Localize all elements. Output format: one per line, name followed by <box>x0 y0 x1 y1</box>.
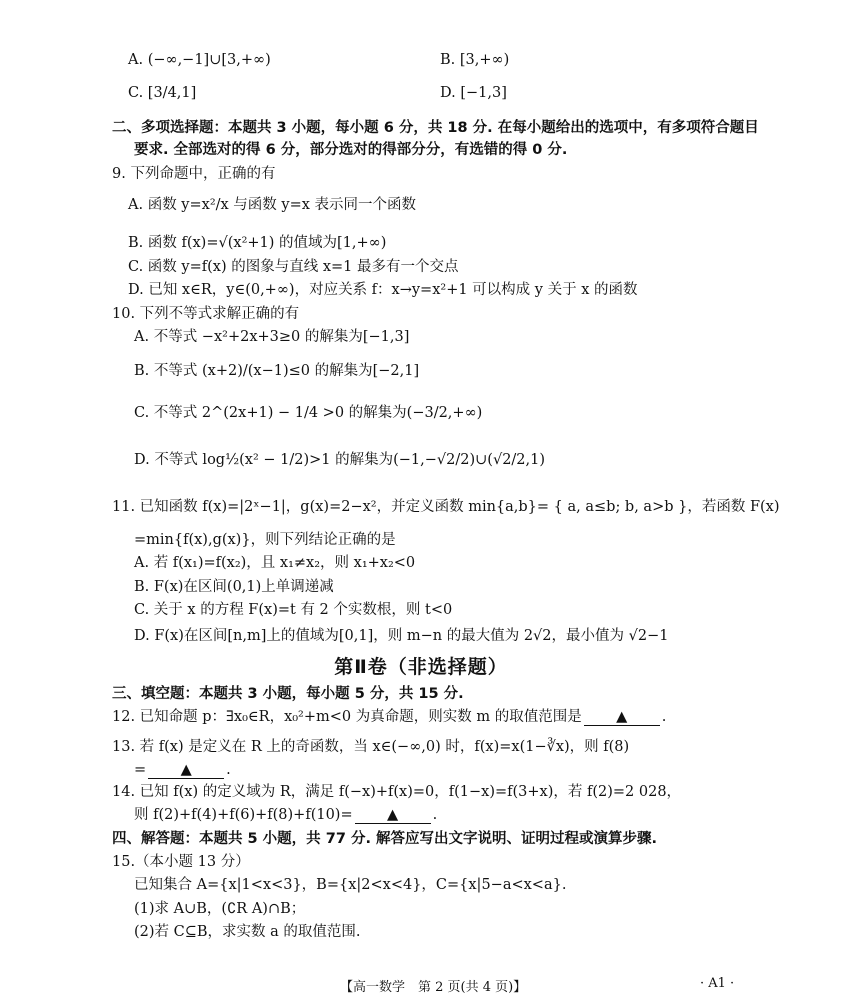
q9-option-b: B. 函数 f(x)=√(x²+1) 的值域为[1,+∞) <box>128 235 387 251</box>
q8-option-a: A. (−∞,−1]∪[3,+∞) <box>128 52 271 68</box>
section-3-heading: 三、填空题：本题共 3 小题，每小题 5 分，共 15 分. <box>112 686 464 702</box>
q10-option-a: A. 不等式 −x²+2x+3≥0 的解集为[−1,3] <box>134 329 410 345</box>
q14-text: 则 f(2)+f(4)+f(6)+f(8)+f(10)= <box>134 807 353 823</box>
q10-option-c: C. 不等式 2^(2x+1) − 1/4 >0 的解集为(−3/2,+∞) <box>134 405 483 421</box>
q9-option-d: D. 已知 x∈R，y∈(0,+∞)，对应关系 f：x→y=x²+1 可以构成 y 关于 x 的函数 <box>128 282 638 298</box>
q8-option-b: B. [3,+∞) <box>440 52 510 68</box>
q15-stem: 15.（本小题 13 分） <box>112 854 250 870</box>
q8-option-d: D. [−1,3] <box>440 85 507 101</box>
section-title: 第Ⅱ卷（非选择题） <box>334 656 508 678</box>
q9-option-c: C. 函数 y=f(x) 的图象与直线 x=1 最多有一个交点 <box>128 259 459 275</box>
q11-option-b: B. F(x)在区间(0,1)上单调递减 <box>134 579 334 595</box>
q13-answer-blank <box>148 762 224 779</box>
section-4-heading: 四、解答题：本题共 5 小题，共 77 分. 解答应写出文字说明、证明过程或演算步骤. <box>112 831 658 847</box>
q13-stem: 13. 若 f(x) 是定义在 R 上的奇函数，当 x∈(−∞,0) 时，f(x)=x(1−∛x)，则 f(8) <box>112 739 630 755</box>
q14-stem-cont <box>134 805 437 825</box>
q10-stem: 10. 下列不等式求解正确的有 <box>112 306 300 322</box>
q14-answer-blank <box>355 807 431 824</box>
q10-option-d: D. 不等式 log½(x² − 1/2)>1 的解集为(−1,−√2/2)∪(√2/2,1) <box>134 452 546 468</box>
section-2-heading-cont: 要求. 全部选对的得 6 分，部分选对的得部分分，有选错的得 0 分. <box>134 142 568 158</box>
q15-sets: 已知集合 A={x|1<x<3}，B={x|2<x<4}，C={x|5−a<x<a}. <box>134 877 567 893</box>
q13-stem-cont <box>134 760 231 780</box>
q8-option-c: C. [3/4,1] <box>128 85 197 101</box>
q11-stem-cont: =min{f(x),g(x)}，则下列结论正确的是 <box>134 532 396 548</box>
q11-option-c: C. 关于 x 的方程 F(x)=t 有 2 个实数根，则 t<0 <box>134 602 453 618</box>
page-footer: 【高一数学 第 2 页(共 4 页)】 <box>340 980 527 995</box>
section-2-heading: 二、多项选择题：本题共 3 小题，每小题 6 分，共 18 分. 在每小题给出的选项中，有多项符合题目 <box>112 120 759 136</box>
q11-option-a: A. 若 f(x₁)=f(x₂)，且 x₁≠x₂，则 x₁+x₂<0 <box>134 555 416 571</box>
q15-part-2: (2)若 C⊆B，求实数 a 的取值范围. <box>134 924 361 940</box>
q10-option-b: B. 不等式 (x+2)/(x−1)≤0 的解集为[−2,1] <box>134 363 420 379</box>
q14-stem: 14. 已知 f(x) 的定义域为 R，满足 f(−x)+f(x)=0，f(1−x)=f(3+x)，若 f(2)=2 028， <box>112 784 682 800</box>
q11-stem: 11. 已知函数 f(x)=|2ˣ−1|，g(x)=2−x²，并定义函数 min{a,b}= { a, a≤b; b, a>b }，若函数 F(x) <box>112 499 780 515</box>
q9-stem: 9. 下列命题中，正确的有 <box>112 166 276 182</box>
page-code: · A1 · <box>700 976 735 991</box>
q12-period: . <box>661 709 667 725</box>
q15-part-1: (1)求 A∪B，(∁R A)∩B； <box>134 901 306 917</box>
q13-period: . <box>226 762 231 778</box>
triangle-icon: ▲ <box>180 762 192 778</box>
triangle-icon: ▲ <box>616 709 628 725</box>
triangle-icon: ▲ <box>387 807 399 823</box>
q12-text: 12. 已知命题 p：∃x₀∈R，x₀²+m<0 为真命题，则实数 m 的取值范围是 <box>112 709 582 725</box>
q12-answer-blank <box>584 709 660 726</box>
q11-option-d: D. F(x)在区间[n,m]上的值域为[0,1]，则 m−n 的最大值为 2√2，最小值为 √2−1 <box>134 628 669 644</box>
q9-option-a: A. 函数 y=x²/x 与函数 y=x 表示同一个函数 <box>128 197 417 213</box>
q12-stem <box>112 707 666 727</box>
q13-equals: = <box>134 762 147 778</box>
q14-period: . <box>432 807 438 823</box>
